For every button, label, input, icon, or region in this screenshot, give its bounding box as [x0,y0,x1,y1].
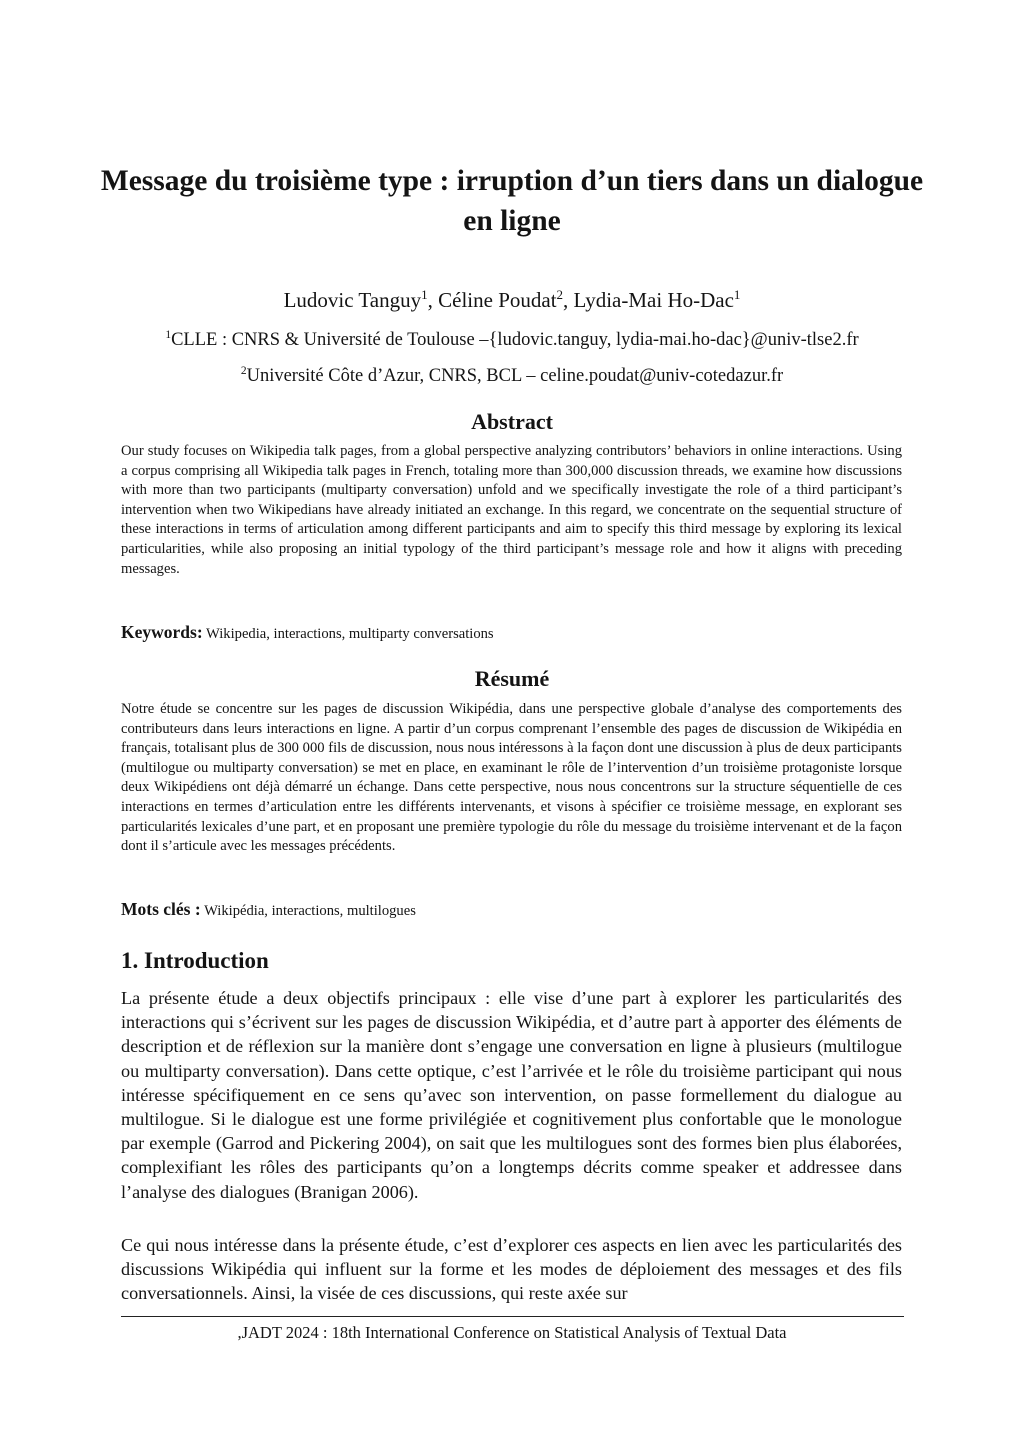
page-footer: ,JADT 2024 : 18th International Conference on Statistical Analysis of Textual Data [237,1323,787,1342]
affiliation-text: CLLE : CNRS & Université de Toulouse –{ludovic.tanguy, lydia-mai.ho-dac}@univ-tlse2.fr [171,330,859,350]
introduction-paragraph: Ce qui nous intéresse dans la présente étude, c’est d’explorer ces aspects en lien avec les particularités des discussions Wikipédia qui influent sur la forme et les modes de déploiement des messages et des fils conversationnels. Ainsi, la visée de ces discussions, qui reste axée sur [121,1235,902,1304]
author-name: Céline Poudat [438,288,557,312]
mots-cles [121,899,416,920]
keywords-list: Wikipedia, interactions, multiparty conversations [206,626,494,642]
introduction-heading: 1. Introduction [121,948,269,973]
author-name: Lydia-Mai Ho-Dac [573,288,734,312]
author-name: Ludovic Tanguy [283,288,422,312]
resume-heading: Résumé [474,666,550,691]
abstract-text: Our study focuses on Wikipedia talk pages, from a global perspective analyzing contributors’ behaviors in online interactions. Using a corpus comprising all Wikipedia talk pages in French, totaling more than 300,000 discussion threads, we examine how discussions with more than two participants (multiparty conversation) unfold and we specifically investigate the role of a third participant’s intervention when two Wikipedians have already initiated an exchange. In this regard, we concentrate on the sequential structure of these interactions in terms of articulation among different participants and aim to specify this third message by exploring its lexical particularities, while also proposing an initial typology of the third participant’s message role and how it aligns with preceding messages. [121,443,902,577]
paper-title: Message du troisième type : irruption d’un tiers dans un dialogue en ligne [100,165,924,237]
affiliation-mark: 2 [240,365,247,378]
affiliation-1 [0,328,1024,352]
mots-cles-list: Wikipédia, interactions, multilogues [204,903,416,919]
author-affiliation-mark: 1 [421,287,428,303]
author-affiliation-mark: 2 [556,287,564,303]
mots-cles-label: Mots clés : [121,899,201,919]
keywords [121,622,494,643]
resume-text: Notre étude se concentre sur les pages de discussion Wikipédia, dans une perspective globale d’analyse des comportements des contributeurs dans leurs interactions en ligne. A partir d’un corpus comprenant l’ensemble des pages de discussion de Wikipédia en français, totalisant plus de 300 000 fils de discussion, nous nous intéressons à la façon dont une discussion à plus de deux participants (multilogue ou multiparty conversation) se met en place, en examinant le rôle de l’intervention d’un troisième protagoniste lorsque deux Wikipédiens ont déjà démarré un échange. Dans cette perspective, nous nous concentrons sur la structure séquentielle de ces interactions en termes d’articulation entre les différents intervenants, et visons à spécifier ce troisième message, en explorant ses particularités lexicales d’une part, et en proposant une première typologie du rôle du message du troisième intervenant et de la façon dont il s’articule avec les messages précédents. [121,701,902,855]
footer-divider [121,1316,904,1317]
affiliation-text: Université Côte d’Azur, CNRS, BCL – celine.poudat@univ-cotedazur.fr [246,366,784,386]
author-affiliation-mark: 1 [733,287,741,303]
introduction-paragraph: La présente étude a deux objectifs principaux : elle vise d’une part à explorer les particularités des interactions qui s’écrivent sur les pages de discussion Wikipédia, et d’autre part à apporter des éléments de description et de réflexion sur la manière dont s’engage une conversation en ligne à plusieurs (multilogue ou multiparty conversation). Dans cette optique, c’est l’arrivée et le rôle du troisième participant qui nous intéresse spécifiquement en ce sens qu’avec son intervention, on passe formellement du dialogue au multilogue. Si le dialogue est une forme privilégiée et cognitivement plus confortable que le monologue par exemple (Garrod and Pickering 2004), on sait que les multilogues sont des formes bien plus élaborées, complexifiant les rôles des participants qu’on a longtemps décrits comme speaker et addressee dans l’analyse des dialogues (Branigan 2006). [121,988,902,1202]
author-list [0,286,1024,314]
affiliation-mark: 1 [165,329,172,342]
author-separator: , [427,288,439,312]
abstract-heading: Abstract [471,409,553,434]
keywords-label: Keywords: [121,622,203,642]
affiliation-2 [0,364,1024,388]
author-separator: , [563,288,574,312]
